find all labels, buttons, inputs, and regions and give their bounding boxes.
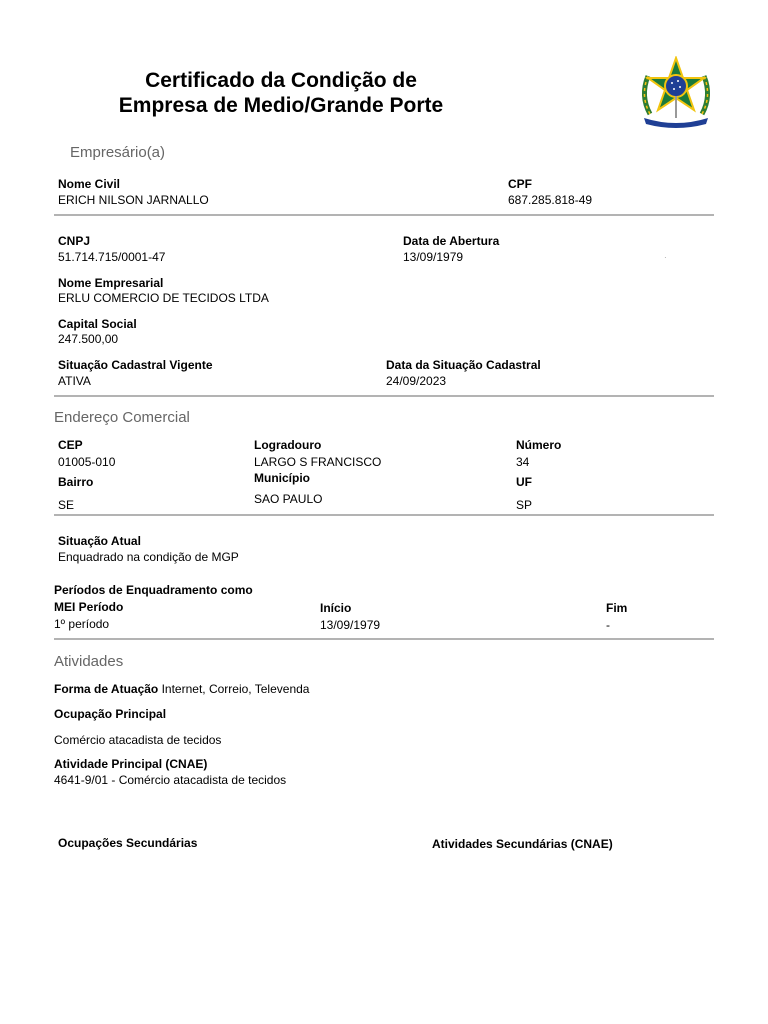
data-situacao-value: 24/09/2023 — [386, 374, 447, 388]
divider — [54, 638, 714, 640]
section-title-empresario: Empresário(a) — [70, 144, 166, 161]
numero-label: Número — [516, 438, 562, 452]
numero-value: 34 — [516, 455, 530, 469]
situacao-cadastral-label: Situação Cadastral Vigente — [58, 358, 213, 372]
periodos-row-periodo: 1º período — [54, 617, 110, 631]
stray-mark: · — [664, 253, 667, 262]
uf-label: UF — [516, 475, 532, 489]
section-title-endereco: Endereço Comercial — [54, 409, 190, 426]
cnpj-label: CNPJ — [58, 234, 91, 248]
ocupacoes-secundarias-label: Ocupações Secundárias — [58, 836, 198, 850]
periodos-title: Períodos de Enquadramento como — [54, 583, 253, 597]
uf-value: SP — [516, 498, 533, 512]
title-line-1: Certificado da Condição de — [145, 69, 417, 92]
capital-social-value: 247.500,00 — [58, 332, 119, 346]
periodos-row-inicio: 13/09/1979 — [320, 618, 381, 632]
cpf-label: CPF — [508, 177, 532, 191]
logradouro-value: LARGO S FRANCISCO — [254, 455, 382, 469]
bairro-value: SE — [58, 498, 75, 512]
atividade-principal-label: Atividade Principal (CNAE) — [54, 757, 208, 771]
section-title-atividades: Atividades — [54, 653, 124, 670]
nome-empresarial-label: Nome Empresarial — [58, 276, 164, 290]
divider — [54, 395, 714, 397]
cpf-value: 687.285.818-49 — [508, 193, 593, 207]
periodos-row-fim: - — [606, 618, 610, 632]
logradouro-label: Logradouro — [254, 438, 322, 452]
situacao-atual-label: Situação Atual — [58, 534, 141, 548]
nome-empresarial-value: ERLU COMERCIO DE TECIDOS LTDA — [58, 291, 269, 305]
ocupacao-principal-label: Ocupação Principal — [54, 707, 167, 721]
situacao-cadastral-value: ATIVA — [58, 374, 91, 388]
nome-civil-label: Nome Civil — [58, 177, 121, 191]
atividades-secundarias-label: Atividades Secundárias (CNAE) — [432, 837, 613, 851]
cnpj-value: 51.714.715/0001-47 — [58, 250, 166, 264]
cep-value: 01005-010 — [58, 455, 116, 469]
ocupacao-principal-value: Comércio atacadista de tecidos — [54, 733, 222, 747]
data-abertura-label: Data de Abertura — [403, 234, 500, 248]
forma-atuacao-value: Internet, Correio, Televenda — [161, 682, 310, 696]
divider — [54, 214, 714, 216]
page-title — [96, 68, 466, 118]
title-line-2: Empresa de Medio/Grande Porte — [118, 94, 444, 117]
cep-label: CEP — [58, 438, 83, 452]
bairro-label: Bairro — [58, 475, 94, 489]
forma-atuacao-label: Forma de Atuação — [54, 682, 159, 696]
capital-social-label: Capital Social — [58, 317, 137, 331]
periodos-col-periodo: MEI Período — [54, 600, 124, 614]
atividade-principal-value: 4641-9/01 - Comércio atacadista de tecidos — [54, 773, 287, 787]
situacao-atual-value: Enquadrado na condição de MGP — [58, 550, 239, 564]
data-abertura-value: 13/09/1979 — [403, 250, 464, 264]
divider — [54, 514, 714, 516]
periodos-col-fim: Fim — [606, 601, 628, 615]
municipio-label: Município — [254, 471, 310, 485]
municipio-value: SAO PAULO — [254, 492, 323, 506]
nome-civil-value: ERICH NILSON JARNALLO — [58, 193, 209, 207]
brazil-coat-of-arms-icon — [636, 56, 716, 128]
periodos-col-inicio: Início — [320, 601, 352, 615]
data-situacao-label: Data da Situação Cadastral — [386, 358, 541, 372]
forma-atuacao — [54, 682, 309, 696]
